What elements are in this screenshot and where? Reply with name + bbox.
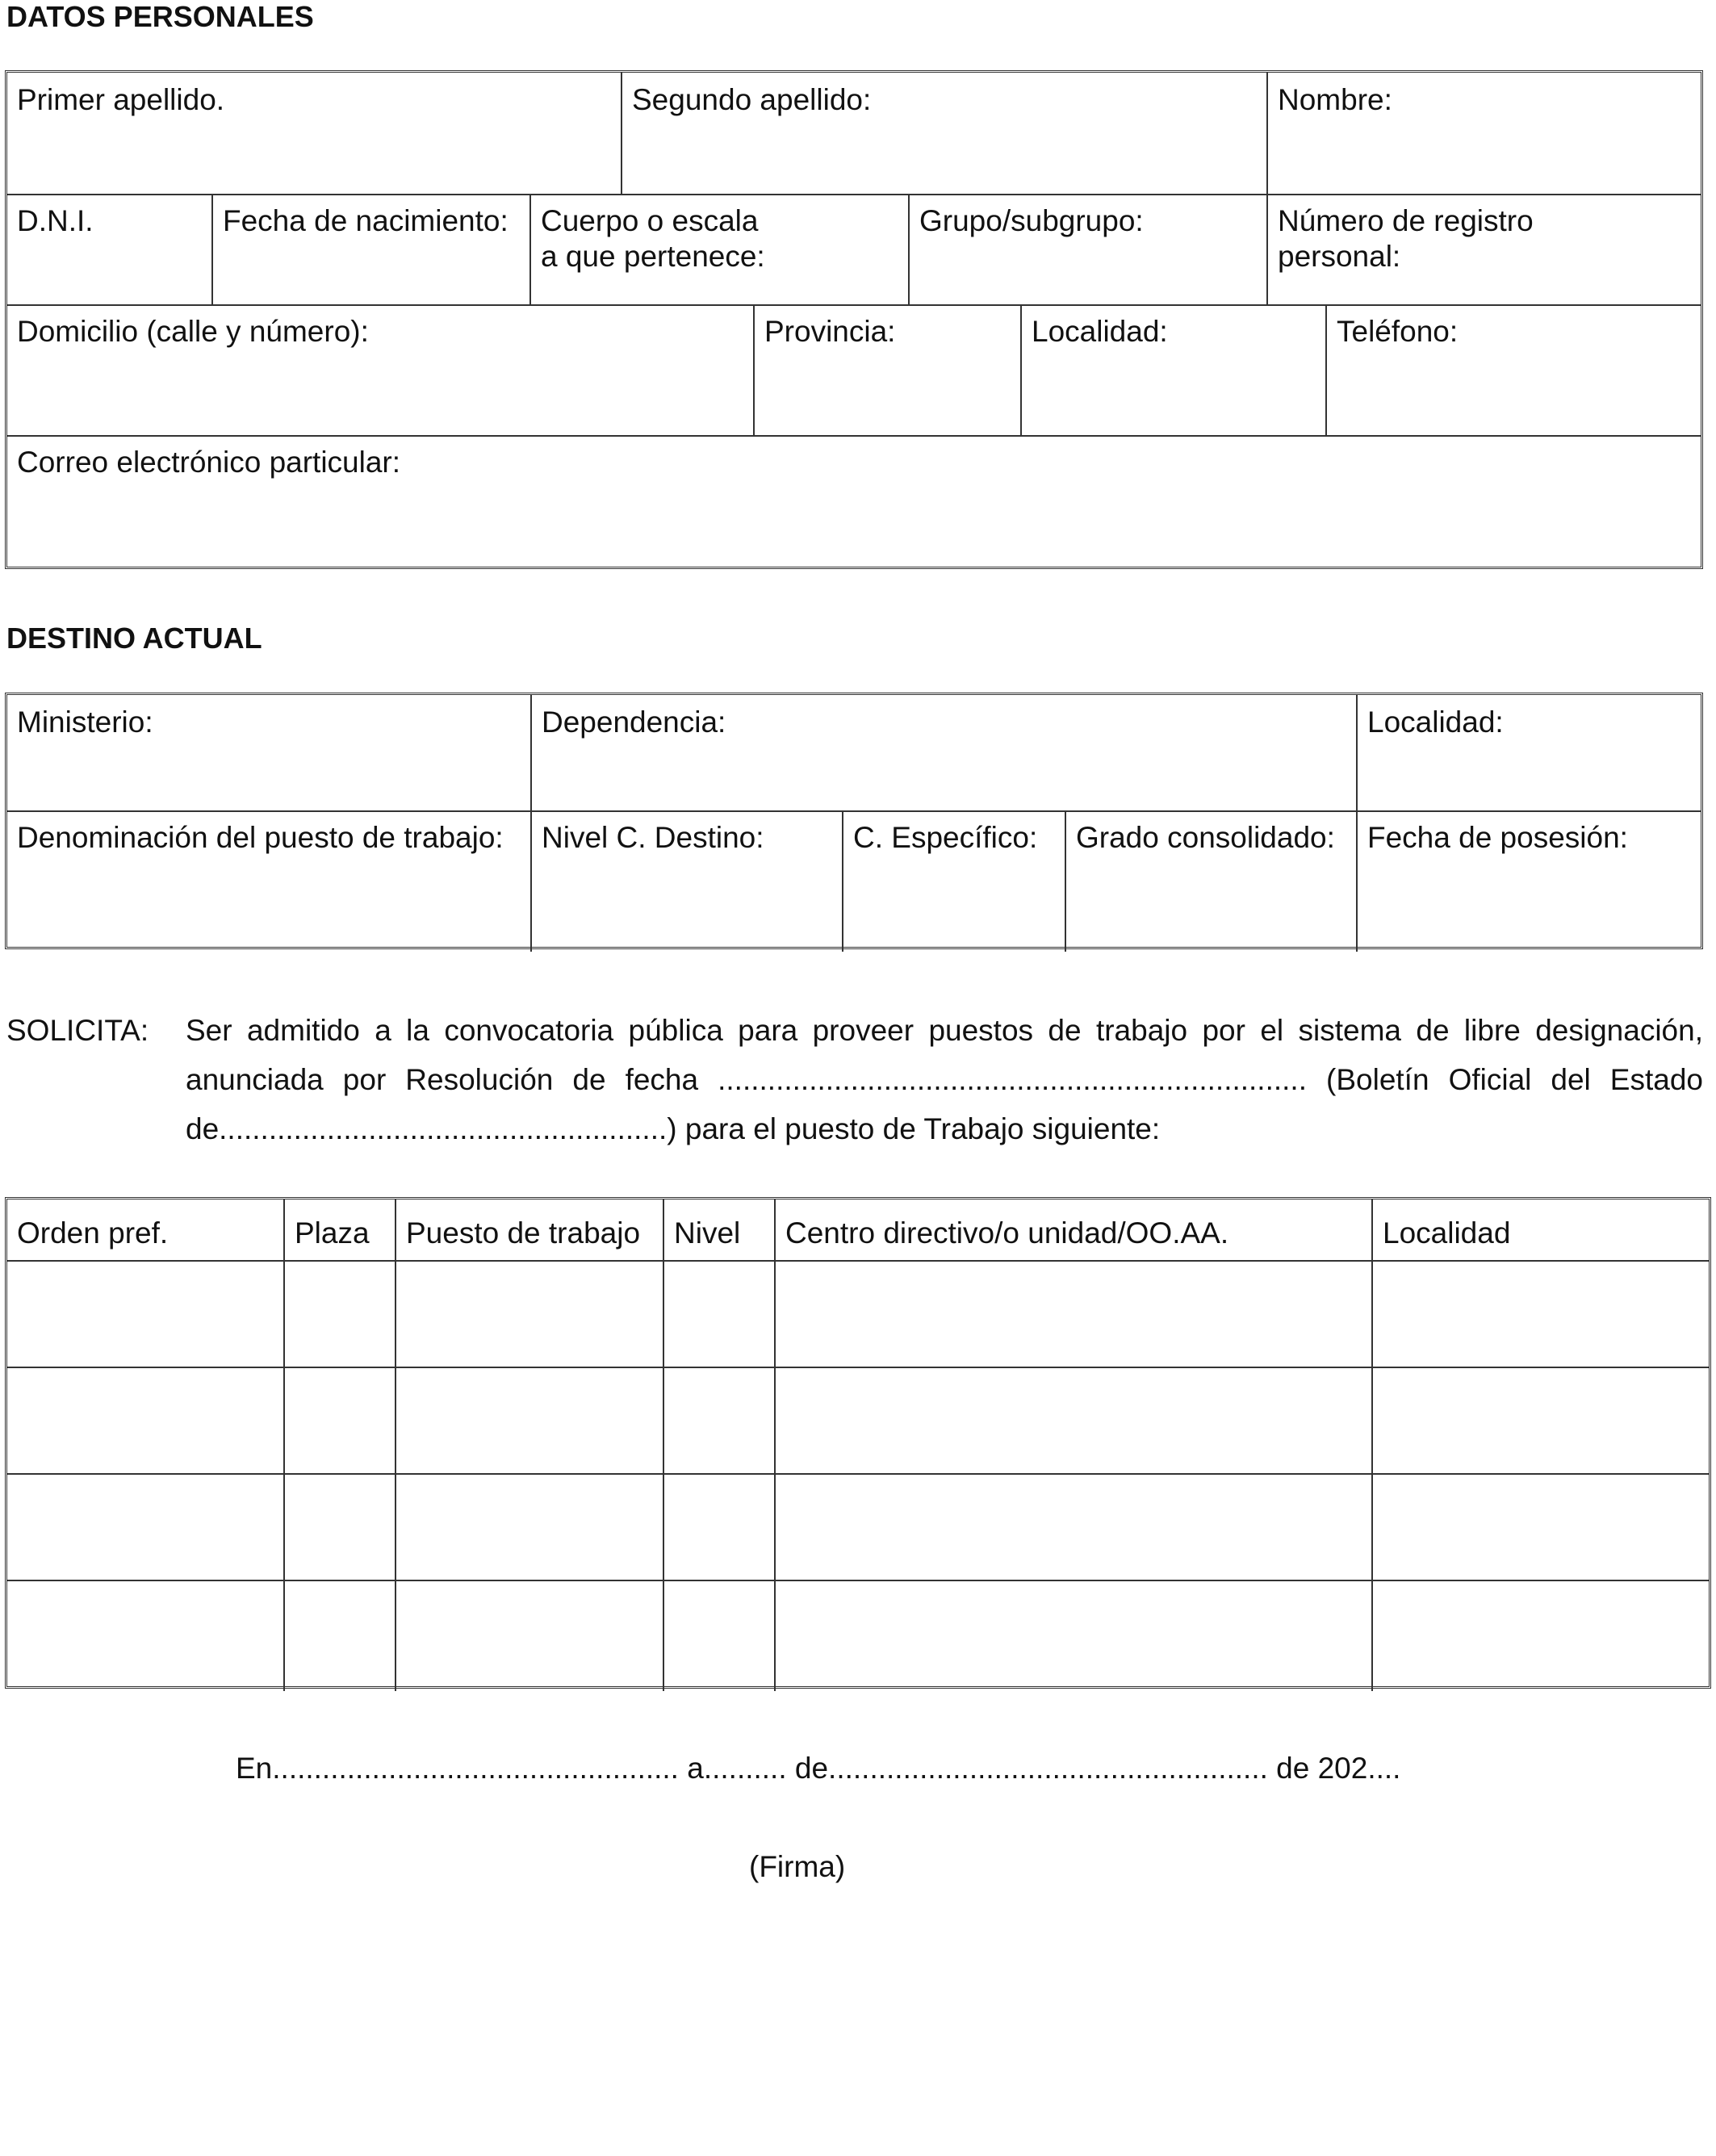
header-localidad: Localidad	[1383, 1216, 1511, 1250]
grado-consolidado-field[interactable]: Grado consolidado:	[1076, 821, 1335, 854]
table-row[interactable]	[7, 1262, 1710, 1367]
header-centro-directivo: Centro directivo/o unidad/OO.AA.	[785, 1216, 1229, 1250]
cuerpo-label-line2: a que pertenece:	[541, 240, 765, 273]
provincia-field[interactable]: Provincia:	[764, 315, 896, 348]
solicita-line-3: de......................................................) para el puesto de Trabajo siguiente:	[186, 1112, 1161, 1145]
localidad-field[interactable]: Localidad:	[1032, 315, 1168, 348]
grupo-subgrupo-field[interactable]: Grupo/subgrupo:	[919, 204, 1144, 237]
datos-personales-table	[5, 70, 1703, 569]
nrp-label-line2: personal:	[1278, 240, 1401, 273]
correo-field[interactable]: Correo electrónico particular:	[17, 446, 401, 479]
table-row[interactable]	[7, 1475, 1710, 1580]
header-puesto-trabajo: Puesto de trabajo	[406, 1216, 641, 1250]
fecha-posesion-field[interactable]: Fecha de posesión:	[1367, 821, 1628, 854]
solicita-label: SOLICITA:	[6, 1014, 149, 1047]
puestos-table	[5, 1197, 1711, 1689]
header-plaza: Plaza	[295, 1216, 370, 1250]
domicilio-field[interactable]: Domicilio (calle y número):	[17, 315, 369, 348]
nivel-destino-field[interactable]: Nivel C. Destino:	[542, 821, 764, 854]
firma-label: (Firma)	[749, 1850, 846, 1883]
nrp-label-line1: Número de registro	[1278, 204, 1534, 237]
dni-field[interactable]: D.N.I.	[17, 204, 94, 237]
dependencia-field[interactable]: Dependencia:	[542, 705, 726, 739]
primer-apellido-field[interactable]: Primer apellido.	[17, 83, 225, 116]
denominacion-puesto-field[interactable]: Denominación del puesto de trabajo:	[17, 821, 504, 854]
cuerpo-escala-field[interactable]	[531, 195, 908, 283]
fecha-nacimiento-field[interactable]: Fecha de nacimiento:	[223, 204, 509, 237]
ministerio-field[interactable]: Ministerio:	[17, 705, 153, 739]
cuerpo-label-line1: Cuerpo o escala	[541, 204, 759, 237]
place-date-line[interactable]: En................................................. a.......... de..................................................... de 202....	[236, 1752, 1401, 1785]
header-orden-pref: Orden pref.	[17, 1216, 169, 1250]
destino-actual-table	[5, 693, 1703, 949]
section-title-datos-personales: DATOS PERSONALES	[6, 0, 314, 33]
destino-localidad-field[interactable]: Localidad:	[1367, 705, 1504, 739]
numero-registro-field[interactable]	[1268, 195, 1704, 283]
complemento-especifico-field[interactable]: C. Específico:	[853, 821, 1038, 854]
segundo-apellido-field[interactable]: Segundo apellido:	[632, 83, 872, 116]
header-nivel: Nivel	[674, 1216, 741, 1250]
telefono-field[interactable]: Teléfono:	[1337, 315, 1459, 348]
table-row[interactable]	[7, 1581, 1710, 1686]
nombre-field[interactable]: Nombre:	[1278, 83, 1392, 116]
solicita-line-2: anunciada por Resolución de fecha ....................................................................... (Boletín Oficial del Estado	[186, 1063, 1703, 1096]
section-title-destino-actual: DESTINO ACTUAL	[6, 622, 262, 655]
table-row[interactable]	[7, 1368, 1710, 1473]
solicita-line-1: Ser admitido a la convocatoria pública para proveer puestos de trabajo por el sistema de libre designación,	[186, 1014, 1703, 1047]
